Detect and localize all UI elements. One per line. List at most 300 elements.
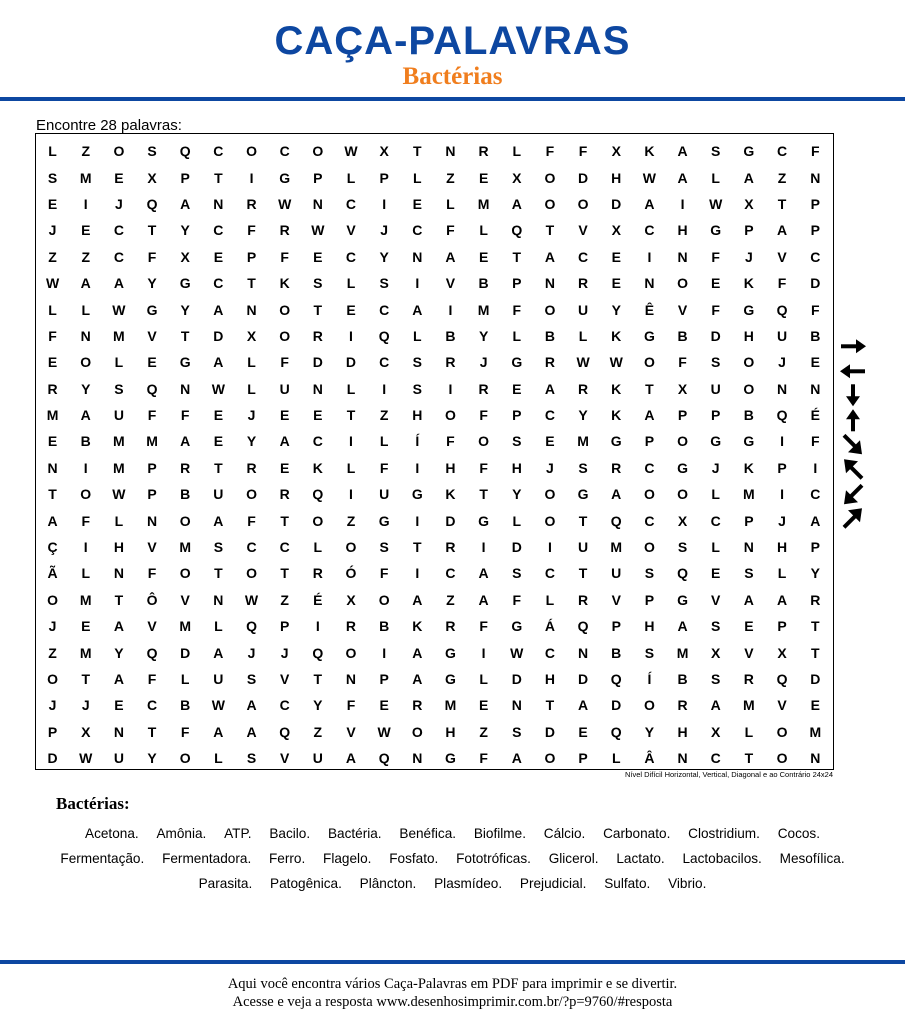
grid-cell[interactable]: F [147, 565, 157, 582]
grid-cell[interactable]: P [777, 618, 787, 635]
grid-cell[interactable]: F [280, 248, 289, 265]
grid-cell[interactable]: L [711, 169, 720, 186]
grid-cell[interactable]: H [544, 671, 555, 687]
grid-cell[interactable]: L [711, 486, 720, 503]
grid-cell[interactable]: N [578, 644, 589, 661]
grid-cell[interactable]: T [578, 512, 588, 529]
grid-cell[interactable]: C [213, 275, 224, 292]
grid-cell[interactable]: X [677, 380, 688, 397]
grid-cell[interactable]: D [213, 327, 224, 344]
grid-cell[interactable]: W [510, 644, 524, 661]
grid-cell[interactable]: M [577, 433, 589, 450]
grid-cell[interactable]: N [180, 380, 191, 397]
grid-cell[interactable]: B [180, 486, 191, 503]
grid-cell[interactable]: U [379, 486, 390, 503]
grid-cell[interactable]: Â [644, 750, 655, 767]
grid-cell[interactable]: C [776, 143, 788, 160]
grid-cell[interactable]: S [644, 644, 655, 661]
grid-cell[interactable]: O [179, 565, 191, 582]
grid-cell[interactable]: B [677, 671, 688, 687]
grid-cell[interactable]: R [478, 380, 489, 397]
grid-cell[interactable]: R [246, 195, 257, 212]
grid-cell[interactable]: C [113, 248, 124, 265]
grid-cell[interactable]: L [346, 169, 356, 186]
grid-cell[interactable]: O [776, 723, 788, 740]
grid-cell[interactable]: A [213, 723, 224, 740]
grid-cell[interactable]: L [479, 222, 488, 239]
grid-cell[interactable]: E [478, 697, 489, 714]
grid-cell[interactable]: I [382, 380, 387, 397]
grid-cell[interactable]: J [280, 644, 289, 661]
grid-cell[interactable]: I [83, 195, 88, 212]
grid-cell[interactable]: F [147, 671, 157, 687]
grid-cell[interactable]: C [213, 222, 224, 239]
grid-cell[interactable]: T [114, 591, 124, 608]
grid-cell[interactable]: X [147, 169, 157, 186]
grid-cell[interactable]: G [445, 644, 456, 661]
grid-cell[interactable]: E [81, 618, 91, 635]
grid-cell[interactable]: M [809, 723, 822, 740]
grid-cell[interactable]: D [511, 539, 522, 556]
grid-cell[interactable]: I [415, 565, 420, 582]
grid-cell[interactable]: O [312, 143, 324, 160]
grid-cell[interactable]: E [213, 407, 224, 424]
grid-cell[interactable]: K [279, 275, 290, 292]
grid-cell[interactable]: S [147, 143, 157, 160]
grid-cell[interactable]: T [313, 301, 323, 318]
grid-cell[interactable]: Y [147, 275, 157, 292]
grid-cell[interactable]: M [79, 169, 92, 186]
grid-cell[interactable]: J [81, 697, 90, 714]
grid-cell[interactable]: A [776, 222, 788, 239]
grid-cell[interactable]: L [346, 459, 356, 476]
grid-cell[interactable]: Q [146, 380, 158, 397]
grid-cell[interactable]: I [415, 275, 420, 292]
grid-cell[interactable]: I [382, 644, 387, 661]
grid-cell[interactable]: L [247, 380, 256, 397]
grid-cell[interactable]: L [777, 565, 787, 582]
grid-cell[interactable]: O [179, 512, 191, 529]
grid-cell[interactable]: O [577, 195, 589, 212]
grid-cell[interactable]: Ô [146, 591, 158, 608]
grid-cell[interactable]: C [810, 248, 821, 265]
grid-cell[interactable]: L [247, 354, 256, 371]
grid-cell[interactable]: U [578, 539, 589, 556]
grid-cell[interactable]: P [810, 195, 820, 212]
grid-cell[interactable]: O [677, 433, 688, 450]
grid-cell[interactable]: S [379, 539, 389, 556]
grid-cell[interactable]: U [312, 750, 323, 767]
grid-cell[interactable]: F [811, 301, 820, 318]
grid-cell[interactable]: N [80, 327, 91, 344]
grid-cell[interactable]: A [80, 275, 91, 292]
grid-cell[interactable]: D [180, 644, 191, 661]
grid-cell[interactable]: B [445, 327, 456, 344]
grid-cell[interactable]: Q [378, 327, 390, 344]
grid-cell[interactable]: I [349, 327, 353, 344]
grid-cell[interactable]: N [677, 750, 688, 767]
grid-cell[interactable]: W [642, 169, 656, 186]
grid-cell[interactable]: E [478, 248, 489, 265]
grid-cell[interactable]: A [677, 143, 688, 160]
grid-cell[interactable]: G [610, 433, 622, 450]
grid-cell[interactable]: C [312, 433, 323, 450]
grid-cell[interactable]: P [512, 407, 522, 424]
grid-cell[interactable]: A [345, 750, 357, 767]
grid-cell[interactable]: A [644, 195, 655, 212]
grid-cell[interactable]: A [644, 407, 655, 424]
grid-cell[interactable]: F [811, 433, 820, 450]
grid-cell[interactable]: D [445, 512, 456, 529]
grid-cell[interactable]: P [578, 750, 588, 767]
grid-cell[interactable]: E [147, 354, 157, 371]
grid-cell[interactable]: C [412, 222, 423, 239]
grid-cell[interactable]: N [146, 512, 158, 529]
grid-cell[interactable]: R [312, 565, 323, 582]
grid-cell[interactable]: E [810, 697, 820, 714]
grid-cell[interactable]: K [412, 618, 423, 635]
grid-cell[interactable]: Q [312, 644, 324, 661]
grid-cell[interactable]: A [213, 301, 224, 318]
grid-cell[interactable]: C [578, 248, 589, 265]
grid-cell[interactable]: R [445, 618, 456, 635]
grid-cell[interactable]: T [214, 169, 223, 186]
grid-cell[interactable]: J [114, 195, 123, 212]
grid-cell[interactable]: M [46, 407, 59, 424]
grid-cell[interactable]: A [544, 380, 555, 397]
grid-cell[interactable]: W [609, 354, 623, 371]
grid-cell[interactable]: E [744, 618, 754, 635]
grid-cell[interactable]: R [810, 591, 821, 608]
grid-cell[interactable]: F [446, 222, 455, 239]
grid-cell[interactable]: F [479, 618, 488, 635]
grid-cell[interactable]: N [412, 248, 423, 265]
grid-cell[interactable]: M [676, 644, 689, 661]
grid-cell[interactable]: I [448, 301, 453, 318]
grid-cell[interactable]: P [379, 169, 389, 186]
grid-cell[interactable]: D [710, 327, 721, 344]
grid-cell[interactable]: O [544, 750, 556, 767]
grid-cell[interactable]: I [249, 169, 254, 186]
grid-cell[interactable]: N [312, 195, 323, 212]
grid-cell[interactable]: É [313, 591, 323, 608]
grid-cell[interactable]: V [777, 248, 787, 265]
grid-cell[interactable]: V [147, 327, 157, 344]
grid-cell[interactable]: O [47, 591, 59, 608]
grid-cell[interactable]: N [810, 750, 821, 767]
grid-cell[interactable]: D [544, 723, 555, 740]
grid-cell[interactable]: V [280, 671, 290, 687]
grid-cell[interactable]: J [48, 618, 57, 635]
grid-cell[interactable]: B [743, 407, 754, 424]
grid-cell[interactable]: I [780, 486, 784, 503]
grid-cell[interactable]: G [511, 354, 523, 371]
grid-cell[interactable]: V [346, 723, 356, 740]
grid-cell[interactable]: E [578, 723, 588, 740]
grid-cell[interactable]: F [280, 354, 289, 371]
grid-cell[interactable]: X [346, 591, 356, 608]
grid-cell[interactable]: V [711, 591, 721, 608]
grid-cell[interactable]: S [711, 143, 721, 160]
grid-cell[interactable]: L [114, 512, 124, 529]
grid-cell[interactable]: T [346, 407, 356, 424]
grid-cell[interactable]: Q [179, 143, 191, 160]
grid-cell[interactable]: Á [544, 618, 555, 635]
grid-cell[interactable]: W [709, 195, 723, 212]
grid-cell[interactable]: N [776, 380, 788, 397]
grid-cell[interactable]: A [246, 697, 257, 714]
grid-cell[interactable]: Q [610, 723, 622, 740]
grid-cell[interactable]: N [677, 248, 688, 265]
grid-cell[interactable]: F [379, 565, 389, 582]
grid-cell[interactable]: H [677, 723, 688, 740]
grid-cell[interactable]: N [810, 169, 821, 186]
grid-cell[interactable]: I [415, 459, 420, 476]
grid-cell[interactable]: L [711, 539, 720, 556]
grid-cell[interactable]: Ã [47, 565, 58, 582]
grid-cell[interactable]: I [547, 539, 552, 556]
grid-cell[interactable]: I [813, 459, 818, 476]
grid-cell[interactable]: A [544, 248, 555, 265]
grid-cell[interactable]: H [644, 618, 655, 635]
grid-cell[interactable]: Ç [47, 539, 58, 556]
grid-cell[interactable]: T [479, 486, 488, 503]
grid-cell[interactable]: W [344, 143, 358, 160]
grid-cell[interactable]: Z [313, 723, 323, 740]
grid-cell[interactable]: M [477, 301, 490, 318]
grid-cell[interactable]: X [611, 222, 621, 239]
grid-cell[interactable]: F [512, 591, 522, 608]
grid-cell[interactable]: A [113, 671, 124, 687]
grid-cell[interactable]: O [378, 591, 390, 608]
grid-cell[interactable]: A [743, 169, 754, 186]
grid-cell[interactable]: T [214, 565, 223, 582]
grid-cell[interactable]: E [379, 697, 389, 714]
grid-cell[interactable]: V [677, 301, 688, 318]
grid-cell[interactable]: I [680, 195, 685, 212]
grid-cell[interactable]: V [578, 222, 588, 239]
grid-cell[interactable]: A [511, 750, 522, 767]
grid-cell[interactable]: C [644, 459, 655, 476]
grid-cell[interactable]: W [211, 380, 225, 397]
grid-cell[interactable]: R [47, 380, 58, 397]
grid-cell[interactable]: N [113, 565, 124, 582]
grid-cell[interactable]: D [611, 697, 622, 714]
grid-cell[interactable]: C [544, 644, 555, 661]
grid-cell[interactable]: R [180, 459, 191, 476]
grid-cell[interactable]: N [47, 459, 58, 476]
grid-cell[interactable]: K [611, 407, 622, 424]
grid-cell[interactable]: Q [776, 407, 788, 424]
grid-cell[interactable]: E [47, 195, 58, 212]
grid-cell[interactable]: E [711, 565, 721, 582]
grid-cell[interactable]: Q [610, 512, 622, 529]
grid-cell[interactable]: C [644, 222, 655, 239]
grid-cell[interactable]: W [377, 723, 391, 740]
grid-cell[interactable]: F [678, 354, 687, 371]
grid-cell[interactable]: D [810, 671, 821, 687]
grid-cell[interactable]: U [611, 565, 622, 582]
grid-cell[interactable]: O [279, 301, 291, 318]
grid-cell[interactable]: Z [280, 591, 289, 608]
grid-cell[interactable]: G [279, 169, 291, 186]
grid-cell[interactable]: B [379, 618, 390, 635]
grid-cell[interactable]: L [346, 275, 356, 292]
grid-cell[interactable]: M [477, 195, 490, 212]
grid-cell[interactable]: L [214, 618, 223, 635]
grid-cell[interactable]: P [180, 169, 190, 186]
grid-cell[interactable]: A [478, 565, 489, 582]
grid-cell[interactable]: D [312, 354, 323, 371]
grid-cell[interactable]: O [345, 539, 357, 556]
grid-cell[interactable]: P [744, 222, 754, 239]
grid-cell[interactable]: A [677, 618, 688, 635]
grid-cell[interactable]: G [743, 433, 755, 450]
grid-cell[interactable]: É [810, 407, 820, 424]
grid-cell[interactable]: Z [81, 143, 91, 160]
grid-cell[interactable]: Q [146, 644, 158, 661]
grid-cell[interactable]: U [113, 407, 124, 424]
grid-cell[interactable]: Y [313, 697, 323, 714]
grid-cell[interactable]: P [246, 248, 257, 265]
grid-cell[interactable]: O [113, 143, 125, 160]
grid-cell[interactable]: H [511, 459, 522, 476]
grid-cell[interactable]: M [113, 459, 125, 476]
grid-cell[interactable]: U [279, 380, 290, 397]
grid-cell[interactable]: P [744, 512, 754, 529]
grid-cell[interactable]: A [445, 248, 456, 265]
grid-cell[interactable]: A [412, 591, 423, 608]
grid-cell[interactable]: L [512, 143, 522, 160]
grid-cell[interactable]: E [47, 433, 58, 450]
grid-cell[interactable]: Y [379, 248, 389, 265]
grid-cell[interactable]: S [412, 380, 422, 397]
grid-cell[interactable]: F [545, 143, 555, 160]
grid-cell[interactable]: H [445, 723, 456, 740]
grid-cell[interactable]: V [744, 644, 754, 661]
grid-cell[interactable]: K [611, 327, 622, 344]
grid-cell[interactable]: Q [146, 195, 158, 212]
grid-cell[interactable]: L [313, 539, 323, 556]
grid-cell[interactable]: M [444, 697, 457, 714]
grid-cell[interactable]: N [743, 539, 754, 556]
grid-cell[interactable]: U [776, 327, 788, 344]
grid-cell[interactable]: Y [644, 723, 655, 740]
grid-cell[interactable]: T [777, 195, 787, 212]
grid-cell[interactable]: A [213, 354, 224, 371]
grid-cell[interactable]: I [780, 433, 784, 450]
grid-cell[interactable]: D [611, 195, 622, 212]
grid-cell[interactable]: G [179, 275, 191, 292]
grid-cell[interactable]: H [113, 539, 124, 556]
grid-cell[interactable]: F [711, 248, 720, 265]
grid-cell[interactable]: Y [611, 301, 621, 318]
grid-cell[interactable]: V [611, 591, 621, 608]
grid-cell[interactable]: X [512, 169, 522, 186]
grid-cell[interactable]: O [643, 354, 655, 371]
grid-cell[interactable]: L [81, 565, 91, 582]
grid-cell[interactable]: A [743, 591, 754, 608]
grid-cell[interactable]: C [710, 750, 721, 767]
grid-cell[interactable]: S [379, 275, 389, 292]
grid-cell[interactable]: W [112, 486, 126, 503]
grid-cell[interactable]: J [778, 354, 786, 371]
grid-cell[interactable]: G [445, 671, 456, 687]
grid-cell[interactable]: E [478, 169, 489, 186]
grid-cell[interactable]: F [247, 222, 256, 239]
grid-cell[interactable]: A [611, 486, 622, 503]
grid-cell[interactable]: P [512, 275, 522, 292]
grid-cell[interactable]: Z [48, 644, 57, 661]
grid-cell[interactable]: F [147, 407, 157, 424]
grid-cell[interactable]: O [345, 644, 357, 661]
grid-cell[interactable]: O [246, 486, 257, 503]
grid-cell[interactable]: R [412, 697, 423, 714]
grid-cell[interactable]: R [279, 222, 290, 239]
grid-cell[interactable]: F [512, 301, 522, 318]
grid-cell[interactable]: J [546, 459, 554, 476]
grid-cell[interactable]: K [445, 486, 456, 503]
grid-cell[interactable]: T [247, 275, 256, 292]
grid-cell[interactable]: Y [478, 327, 489, 344]
grid-cell[interactable]: O [643, 486, 655, 503]
grid-cell[interactable]: S [246, 750, 257, 767]
grid-cell[interactable]: C [710, 512, 721, 529]
grid-cell[interactable]: Z [379, 407, 389, 424]
grid-cell[interactable]: N [412, 750, 423, 767]
grid-cell[interactable]: Y [114, 644, 124, 661]
grid-cell[interactable]: V [777, 697, 787, 714]
grid-cell[interactable]: L [512, 327, 522, 344]
grid-cell[interactable]: A [180, 433, 191, 450]
grid-cell[interactable]: P [711, 407, 721, 424]
grid-cell[interactable]: J [711, 459, 720, 476]
grid-cell[interactable]: N [810, 380, 821, 397]
grid-cell[interactable]: G [478, 512, 490, 529]
grid-cell[interactable]: C [810, 486, 821, 503]
grid-cell[interactable]: S [213, 539, 224, 556]
grid-cell[interactable]: J [479, 354, 488, 371]
grid-cell[interactable]: N [345, 671, 357, 687]
grid-cell[interactable]: S [644, 565, 655, 582]
grid-cell[interactable]: G [577, 486, 589, 503]
grid-cell[interactable]: L [214, 750, 223, 767]
grid-cell[interactable]: O [47, 671, 59, 687]
grid-cell[interactable]: A [776, 591, 788, 608]
grid-cell[interactable]: G [179, 354, 191, 371]
grid-cell[interactable]: W [576, 354, 590, 371]
grid-cell[interactable]: E [412, 195, 422, 212]
grid-cell[interactable]: I [349, 486, 353, 503]
grid-cell[interactable]: O [179, 750, 191, 767]
grid-cell[interactable]: S [711, 354, 721, 371]
grid-cell[interactable]: W [311, 222, 325, 239]
grid-cell[interactable]: R [544, 354, 555, 371]
grid-cell[interactable]: G [411, 486, 423, 503]
grid-cell[interactable]: W [244, 591, 259, 608]
grid-cell[interactable]: F [811, 143, 820, 160]
grid-cell[interactable]: G [743, 143, 755, 160]
grid-cell[interactable]: O [478, 433, 490, 450]
grid-cell[interactable]: W [278, 195, 292, 212]
grid-cell[interactable]: E [280, 407, 290, 424]
grid-cell[interactable]: K [644, 143, 655, 160]
grid-cell[interactable]: O [776, 750, 788, 767]
grid-cell[interactable]: H [412, 407, 423, 424]
grid-cell[interactable]: G [710, 222, 722, 239]
grid-cell[interactable]: E [545, 433, 555, 450]
grid-cell[interactable]: L [446, 195, 455, 212]
